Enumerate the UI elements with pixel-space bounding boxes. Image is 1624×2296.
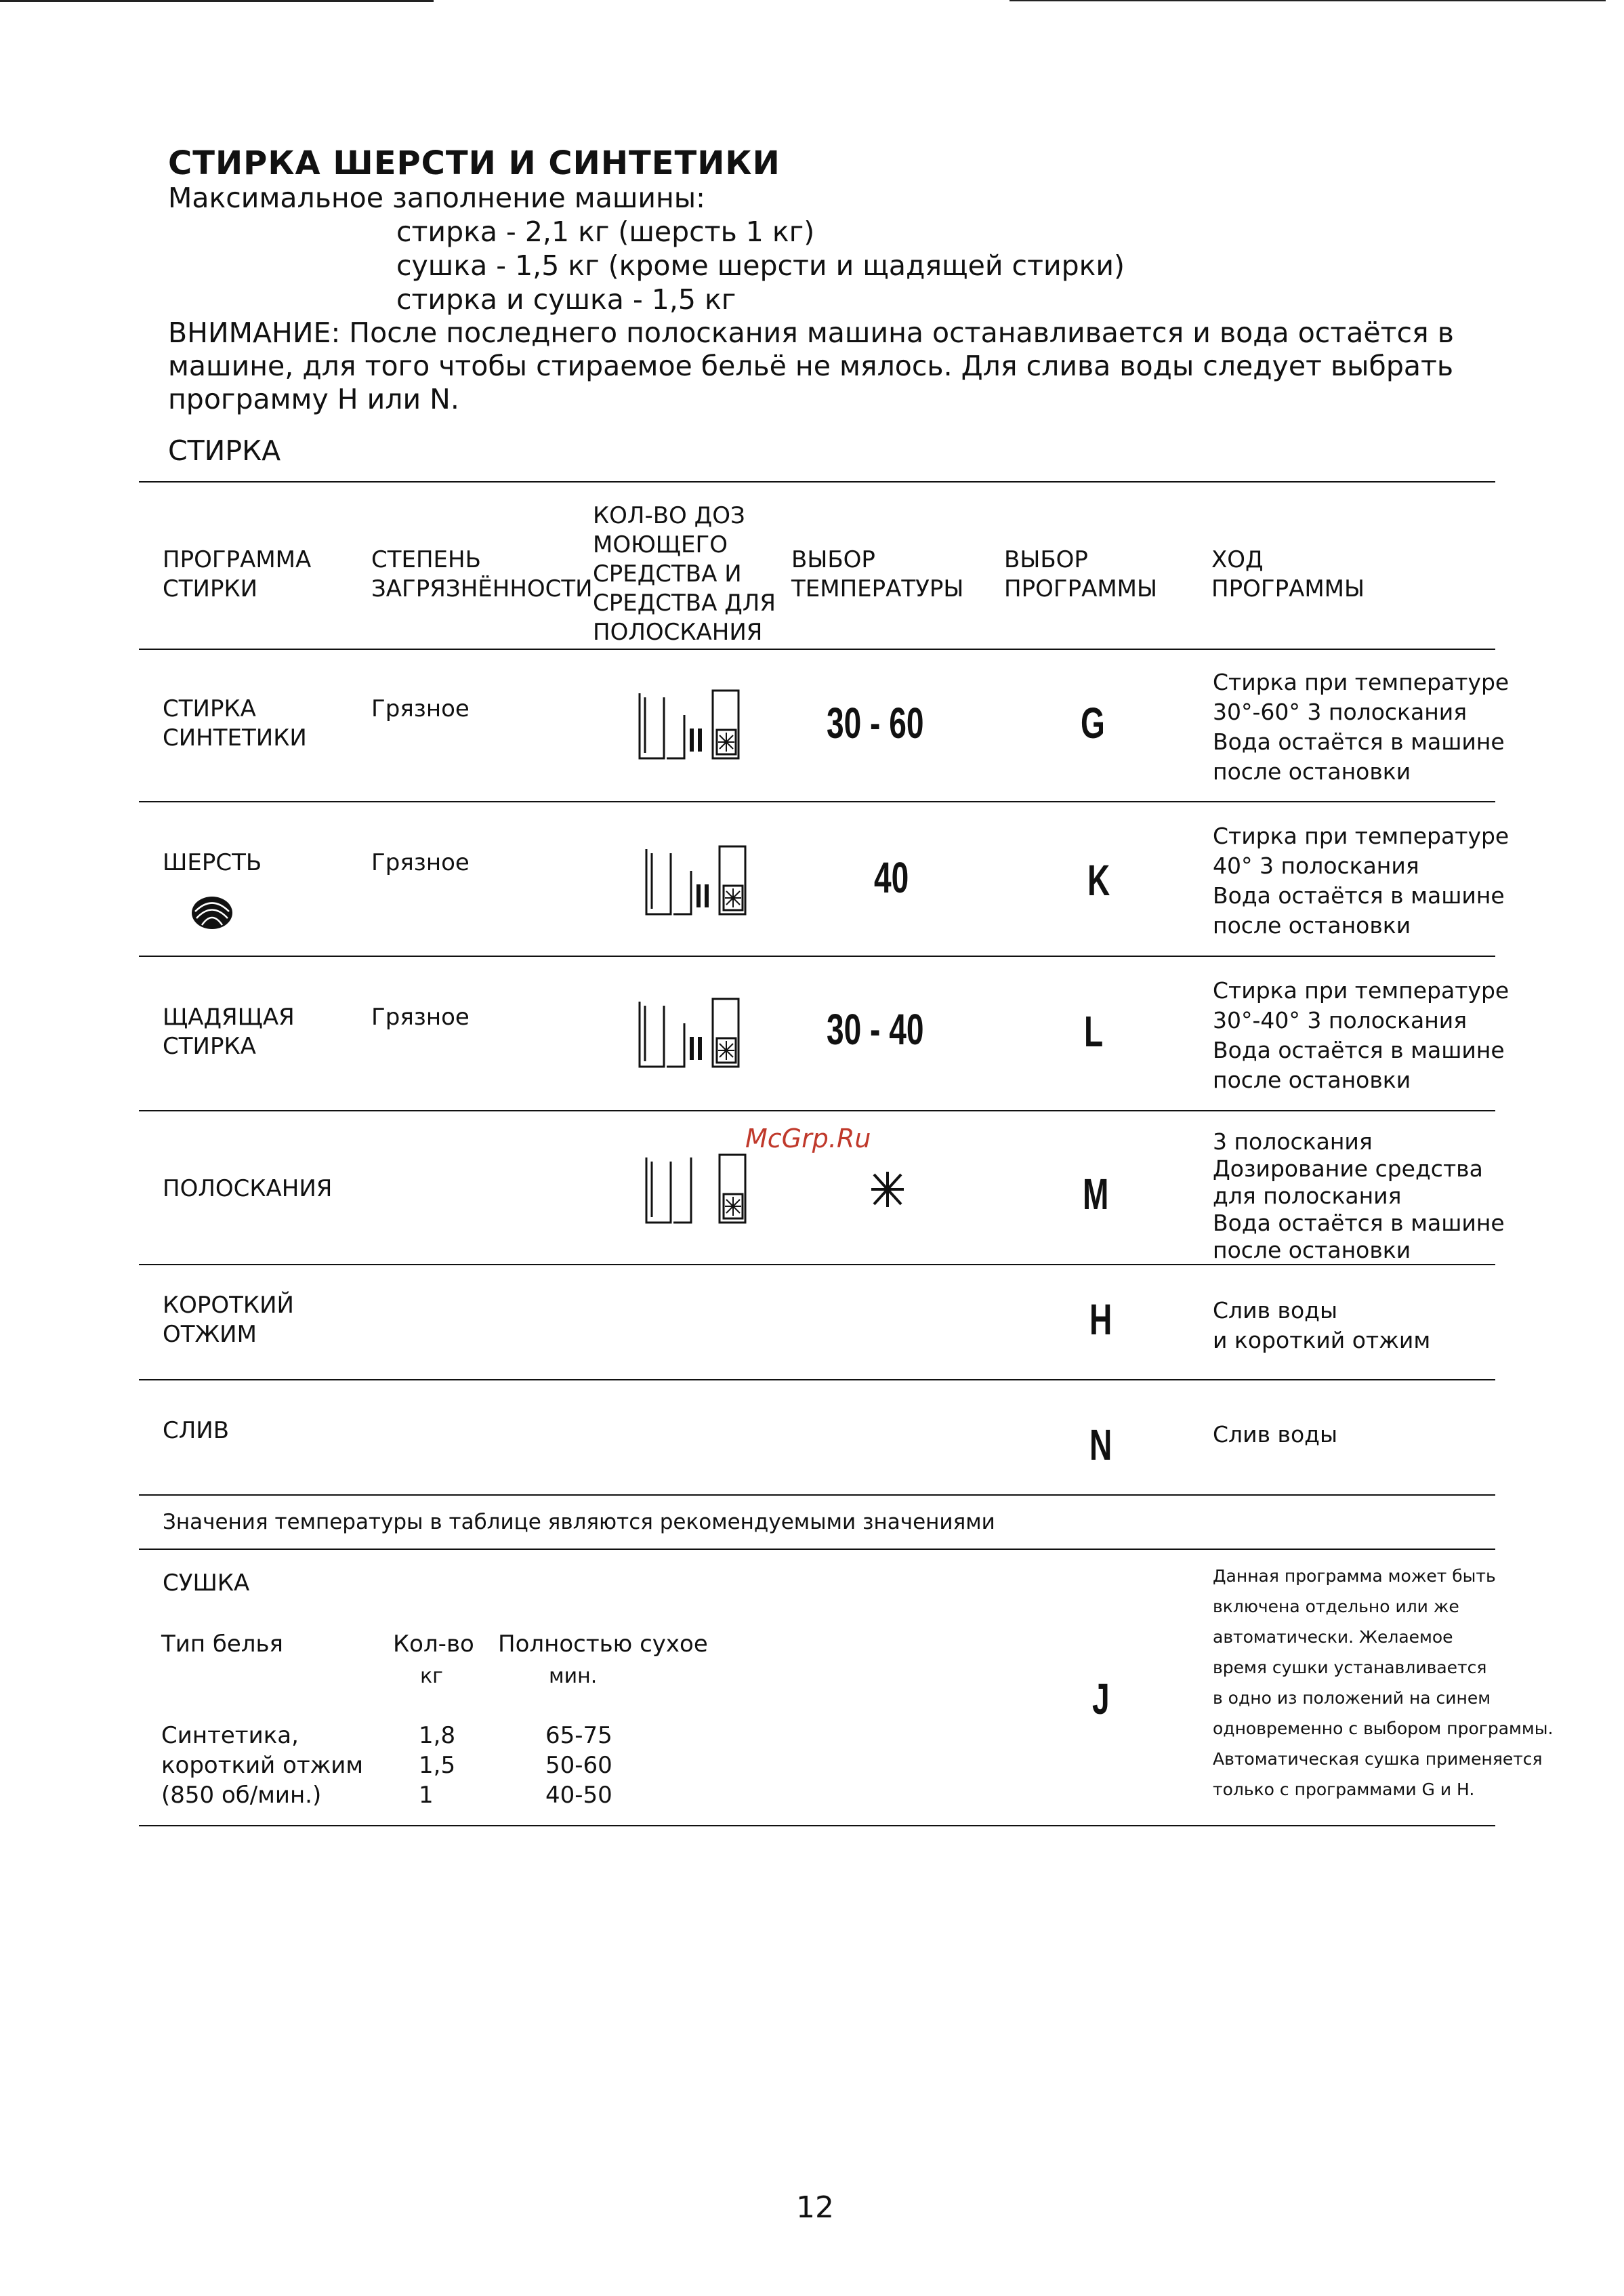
row-rule (139, 1494, 1495, 1496)
progress-line: и короткий отжим (1213, 1327, 1431, 1353)
drying-type-line: короткий отжим (161, 1752, 364, 1779)
temperature-note: Значения температуры в таблице являются рекомендуемыми значениями (163, 1510, 995, 1534)
row-program: СЛИВ (163, 1417, 230, 1444)
drying-type-line: (850 об/мин.) (161, 1782, 322, 1809)
row-soil: Грязное (371, 849, 470, 876)
row-soil: Грязное (371, 1004, 470, 1031)
temperature-value: 30 - 60 (827, 699, 924, 747)
header-program: ПРОГРАММА СТИРКИ (163, 546, 312, 602)
temperature-value: 40 (874, 853, 909, 902)
progress-line: 30°-40° 3 полоскания (1213, 1007, 1467, 1033)
drying-col-qty: Кол-во (393, 1631, 474, 1658)
row-program: ШЕРСТЬ (163, 849, 262, 876)
row-soil: Грязное (371, 695, 470, 722)
max-load-item: сушка - 1,5 кг (кроме шерсти и щадящей стирки) (396, 249, 1125, 282)
wool-ball-icon (188, 891, 236, 932)
dispenser-ii-softener-icon (637, 688, 745, 762)
warning-text: ВНИМАНИЕ: После последнего полоскания машина останавливается и вода остаётся в машине, для того чтобы стираемое бельё не мялось. Для слива воды следует выбрать программу H или N. (168, 316, 1454, 415)
program-code: K (1087, 856, 1110, 905)
row-program: СТИРКА СИНТЕТИКИ (163, 695, 307, 752)
program-code: N (1089, 1420, 1112, 1469)
drying-qty: 1,8 (419, 1722, 456, 1749)
drying-col-type: Тип белья (161, 1631, 284, 1658)
progress-line: Вода остаётся в машине (1213, 882, 1505, 909)
top-border-right (1009, 0, 1606, 1)
progress-line: после остановки (1213, 1237, 1411, 1263)
table-header-rule (139, 649, 1495, 650)
top-border-left (0, 0, 434, 2)
drying-program-code: J (1092, 1675, 1110, 1723)
drying-note-line: одновременно с выбором программы. (1213, 1719, 1554, 1738)
table-top-rule (139, 481, 1495, 483)
header-progress: ХОД ПРОГРАММЫ (1211, 546, 1365, 602)
header-temperature: ВЫБОР ТЕМПЕРАТУРЫ (791, 546, 964, 602)
row-program: КОРОТКИЙ ОТЖИМ (163, 1292, 294, 1348)
drying-col-qty-unit: кг (420, 1664, 443, 1688)
row-rule (139, 1110, 1495, 1111)
drying-note-line: автоматически. Желаемое (1213, 1627, 1453, 1647)
drying-note-line: Данная программа может быть (1213, 1566, 1496, 1586)
row-rule (139, 956, 1495, 957)
drying-qty: 1,5 (419, 1752, 456, 1779)
row-rule (139, 801, 1495, 802)
drying-note-line: включена отдельно или же (1213, 1597, 1459, 1616)
note-rule (139, 1549, 1495, 1550)
progress-line: после остановки (1213, 758, 1411, 785)
progress-line: Стирка при температуре (1213, 823, 1510, 849)
progress-line: 40° 3 полоскания (1213, 853, 1419, 879)
drying-minutes: 40-50 (545, 1782, 612, 1809)
program-code: G (1081, 699, 1105, 747)
drying-heading: СУШКА (163, 1570, 250, 1597)
progress-line: Вода остаётся в машине (1213, 1037, 1505, 1063)
progress-line: Дозирование средства (1213, 1155, 1483, 1182)
progress-line: 3 полоскания (1213, 1128, 1373, 1155)
drying-col-dry: Полностью сухое (498, 1631, 708, 1658)
drying-type-line: Синтетика, (161, 1722, 299, 1749)
drying-col-dry-unit: мин. (549, 1664, 598, 1688)
row-rule (139, 1379, 1495, 1380)
program-code: H (1089, 1295, 1112, 1344)
program-code: L (1084, 1007, 1104, 1056)
progress-line: Вода остаётся в машине (1213, 1210, 1505, 1236)
progress-line: для полоскания (1213, 1183, 1402, 1209)
drying-bottom-rule (139, 1825, 1495, 1826)
progress-line: Вода остаётся в машине (1213, 729, 1505, 755)
drying-minutes: 65-75 (545, 1722, 612, 1749)
row-program: ЩАДЯЩАЯ СТИРКА (163, 1004, 295, 1060)
progress-line: Слив воды (1213, 1297, 1338, 1324)
any-temperature-asterisk-icon (867, 1169, 908, 1210)
drying-note-line: только с программами G и H. (1213, 1780, 1475, 1799)
row-program: ПОЛОСКАНИЯ (163, 1175, 333, 1202)
drying-qty: 1 (419, 1782, 434, 1809)
drying-note-line: в одно из положений на синем (1213, 1688, 1491, 1708)
dispenser-ii-softener-icon (637, 996, 745, 1071)
progress-line: Стирка при температуре (1213, 977, 1510, 1004)
header-doses: КОЛ-ВО ДОЗ МОЮЩЕГО СРЕДСТВА И СРЕДСТВА ДЛЯ ПОЛОСКАНИЯ (593, 502, 776, 646)
temperature-value: 30 - 40 (827, 1005, 924, 1054)
progress-line: после остановки (1213, 1067, 1411, 1093)
header-soil: СТЕПЕНЬ ЗАГРЯЗНЁННОСТИ (371, 546, 593, 602)
wash-section-title: СТИРКА (168, 434, 281, 467)
dispenser-softener-icon (644, 1152, 752, 1227)
drying-note-line: время сушки устанавливается (1213, 1658, 1487, 1677)
drying-note-line: Автоматическая сушка применяется (1213, 1749, 1543, 1769)
drying-minutes: 50-60 (545, 1752, 612, 1779)
dispenser-ii-softener-icon (644, 844, 752, 918)
page-title: СТИРКА ШЕРСТИ И СИНТЕТИКИ (168, 144, 780, 182)
max-load-item: стирка - 2,1 кг (шерсть 1 кг) (396, 216, 815, 248)
max-load-item: стирка и сушка - 1,5 кг (396, 283, 736, 316)
watermark: McGrp.Ru (745, 1124, 871, 1153)
progress-line: Слив воды (1213, 1421, 1338, 1448)
progress-line: Стирка при температуре (1213, 669, 1510, 695)
header-program-select: ВЫБОР ПРОГРАММЫ (1004, 546, 1157, 602)
program-code: M (1083, 1170, 1109, 1218)
max-load-heading: Максимальное заполнение машины: (168, 182, 705, 214)
progress-line: 30°-60° 3 полоскания (1213, 699, 1467, 725)
page-number: 12 (796, 2190, 834, 2225)
progress-line: после остановки (1213, 912, 1411, 939)
